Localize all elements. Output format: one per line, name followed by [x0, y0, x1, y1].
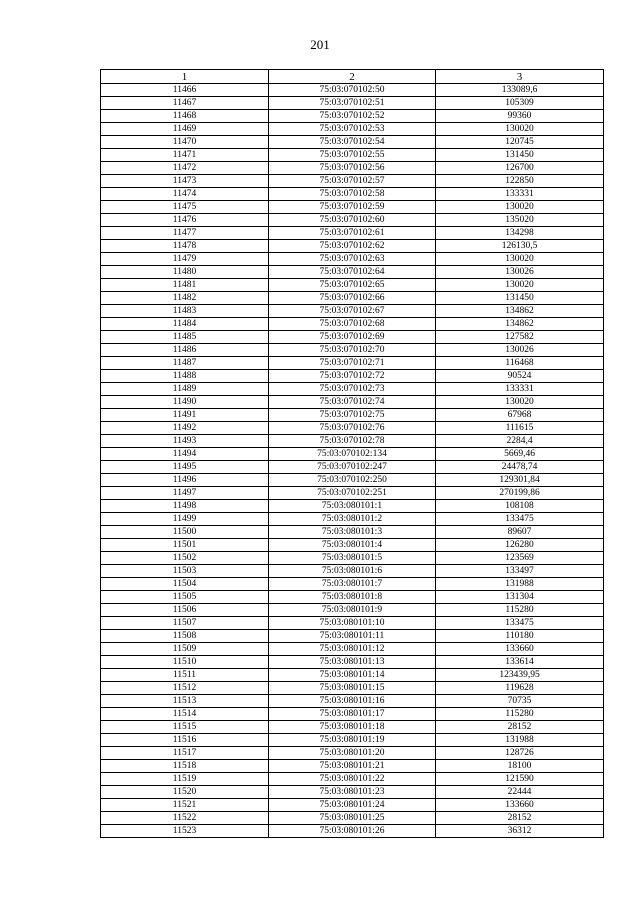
- table-row: [101, 695, 604, 708]
- cadastral-number-cell: 75:03:080101:12: [269, 643, 436, 656]
- row-number-cell: 11469: [101, 123, 269, 136]
- table-row: [101, 721, 604, 734]
- row-number-cell: 11489: [101, 383, 269, 396]
- cadastral-number-cell: 75:03:070102:72: [269, 370, 436, 383]
- row-number-cell: 11521: [101, 799, 269, 812]
- cadastral-number-cell: 75:03:070102:68: [269, 318, 436, 331]
- table-row: [101, 331, 604, 344]
- cadastral-number-cell: 75:03:070102:67: [269, 305, 436, 318]
- table-row: [101, 214, 604, 227]
- value-cell: 105309: [436, 97, 604, 110]
- row-number-cell: 11502: [101, 552, 269, 565]
- table-row: [101, 526, 604, 539]
- table-row: [101, 734, 604, 747]
- cadastral-number-cell: 75:03:080101:13: [269, 656, 436, 669]
- cadastral-number-cell: 75:03:070102:50: [269, 84, 436, 97]
- table-row: [101, 136, 604, 149]
- table-row: [101, 383, 604, 396]
- table-row: [101, 409, 604, 422]
- value-cell: 130020: [436, 396, 604, 409]
- row-number-cell: 11516: [101, 734, 269, 747]
- value-cell: 99360: [436, 110, 604, 123]
- table-row: [101, 474, 604, 487]
- table-row: [101, 747, 604, 760]
- value-cell: 122850: [436, 175, 604, 188]
- cadastral-number-cell: 75:03:070102:57: [269, 175, 436, 188]
- table-row: [101, 760, 604, 773]
- cadastral-number-cell: 75:03:070102:70: [269, 344, 436, 357]
- cadastral-number-cell: 75:03:080101:22: [269, 773, 436, 786]
- cadastral-number-cell: 75:03:070102:64: [269, 266, 436, 279]
- cadastral-number-cell: 75:03:080101:19: [269, 734, 436, 747]
- row-number-cell: 11476: [101, 214, 269, 227]
- table-row: [101, 786, 604, 799]
- table-row: [101, 253, 604, 266]
- row-number-cell: 11509: [101, 643, 269, 656]
- value-cell: 110180: [436, 630, 604, 643]
- cadastral-number-cell: 75:03:080101:7: [269, 578, 436, 591]
- row-number-cell: 11519: [101, 773, 269, 786]
- table-row: [101, 175, 604, 188]
- table-row: [101, 799, 604, 812]
- cadastral-number-cell: 75:03:070102:73: [269, 383, 436, 396]
- cadastral-number-cell: 75:03:080101:8: [269, 591, 436, 604]
- value-cell: 123569: [436, 552, 604, 565]
- cadastral-number-cell: 75:03:080101:5: [269, 552, 436, 565]
- value-cell: 28152: [436, 812, 604, 825]
- row-number-cell: 11492: [101, 422, 269, 435]
- cadastral-number-cell: 75:03:080101:20: [269, 747, 436, 760]
- value-cell: 111615: [436, 422, 604, 435]
- table-row: [101, 552, 604, 565]
- cadastral-number-cell: 75:03:080101:18: [269, 721, 436, 734]
- cadastral-number-cell: 75:03:080101:3: [269, 526, 436, 539]
- row-number-cell: 11513: [101, 695, 269, 708]
- value-cell: 130026: [436, 266, 604, 279]
- table-row: [101, 201, 604, 214]
- column-header-3: 3: [436, 70, 604, 84]
- data-table: [100, 69, 604, 838]
- row-number-cell: 11512: [101, 682, 269, 695]
- value-cell: 67968: [436, 409, 604, 422]
- value-cell: 2284,4: [436, 435, 604, 448]
- cadastral-number-cell: 75:03:080101:26: [269, 825, 436, 838]
- table-row: [101, 643, 604, 656]
- row-number-cell: 11493: [101, 435, 269, 448]
- table-body: [101, 84, 604, 838]
- row-number-cell: 11501: [101, 539, 269, 552]
- cadastral-number-cell: 75:03:080101:25: [269, 812, 436, 825]
- value-cell: 270199,86: [436, 487, 604, 500]
- row-number-cell: 11500: [101, 526, 269, 539]
- row-number-cell: 11473: [101, 175, 269, 188]
- row-number-cell: 11514: [101, 708, 269, 721]
- table-row: [101, 344, 604, 357]
- table-row: [101, 149, 604, 162]
- table-row: [101, 227, 604, 240]
- row-number-cell: 11477: [101, 227, 269, 240]
- table-row: [101, 396, 604, 409]
- cadastral-number-cell: 75:03:070102:60: [269, 214, 436, 227]
- table-row: [101, 539, 604, 552]
- row-number-cell: 11515: [101, 721, 269, 734]
- cadastral-number-cell: 75:03:070102:62: [269, 240, 436, 253]
- value-cell: 119628: [436, 682, 604, 695]
- value-cell: 131988: [436, 734, 604, 747]
- table-row: [101, 305, 604, 318]
- cadastral-number-cell: 75:03:070102:53: [269, 123, 436, 136]
- table-row: [101, 448, 604, 461]
- cadastral-number-cell: 75:03:070102:63: [269, 253, 436, 266]
- cadastral-number-cell: 75:03:070102:65: [269, 279, 436, 292]
- value-cell: 131988: [436, 578, 604, 591]
- table-row: [101, 656, 604, 669]
- cadastral-number-cell: 75:03:070102:250: [269, 474, 436, 487]
- value-cell: 127582: [436, 331, 604, 344]
- value-cell: 133331: [436, 188, 604, 201]
- row-number-cell: 11479: [101, 253, 269, 266]
- value-cell: 89607: [436, 526, 604, 539]
- cadastral-number-cell: 75:03:070102:76: [269, 422, 436, 435]
- row-number-cell: 11472: [101, 162, 269, 175]
- table-row: [101, 97, 604, 110]
- table-row: [101, 708, 604, 721]
- cadastral-number-cell: 75:03:070102:58: [269, 188, 436, 201]
- value-cell: 130020: [436, 279, 604, 292]
- table-row: [101, 565, 604, 578]
- cadastral-number-cell: 75:03:070102:51: [269, 97, 436, 110]
- column-header-1: 1: [101, 70, 269, 84]
- value-cell: 131304: [436, 591, 604, 604]
- row-number-cell: 11496: [101, 474, 269, 487]
- value-cell: 126280: [436, 539, 604, 552]
- row-number-cell: 11482: [101, 292, 269, 305]
- value-cell: 18100: [436, 760, 604, 773]
- row-number-cell: 11495: [101, 461, 269, 474]
- row-number-cell: 11498: [101, 500, 269, 513]
- table-row: [101, 357, 604, 370]
- cadastral-number-cell: 75:03:070102:134: [269, 448, 436, 461]
- row-number-cell: 11478: [101, 240, 269, 253]
- row-number-cell: 11497: [101, 487, 269, 500]
- table-row: [101, 500, 604, 513]
- row-number-cell: 11503: [101, 565, 269, 578]
- row-number-cell: 11499: [101, 513, 269, 526]
- table-row: [101, 435, 604, 448]
- table-header: [101, 70, 604, 84]
- value-cell: 90524: [436, 370, 604, 383]
- value-cell: 22444: [436, 786, 604, 799]
- value-cell: 116468: [436, 357, 604, 370]
- value-cell: 130020: [436, 253, 604, 266]
- table-row: [101, 669, 604, 682]
- row-number-cell: 11487: [101, 357, 269, 370]
- table-row: [101, 370, 604, 383]
- table-row: [101, 591, 604, 604]
- table-row: [101, 617, 604, 630]
- cadastral-number-cell: 75:03:070102:54: [269, 136, 436, 149]
- row-number-cell: 11484: [101, 318, 269, 331]
- table-row: [101, 422, 604, 435]
- header-row: [101, 70, 604, 84]
- row-number-cell: 11483: [101, 305, 269, 318]
- row-number-cell: 11470: [101, 136, 269, 149]
- value-cell: 133475: [436, 513, 604, 526]
- value-cell: 70735: [436, 695, 604, 708]
- value-cell: 24478,74: [436, 461, 604, 474]
- row-number-cell: 11494: [101, 448, 269, 461]
- row-number-cell: 11506: [101, 604, 269, 617]
- cadastral-number-cell: 75:03:070102:52: [269, 110, 436, 123]
- row-number-cell: 11485: [101, 331, 269, 344]
- cadastral-number-cell: 75:03:080101:9: [269, 604, 436, 617]
- cadastral-number-cell: 75:03:080101:21: [269, 760, 436, 773]
- cadastral-number-cell: 75:03:070102:56: [269, 162, 436, 175]
- row-number-cell: 11523: [101, 825, 269, 838]
- value-cell: 129301,84: [436, 474, 604, 487]
- page-number: 201: [310, 37, 330, 52]
- row-number-cell: 11490: [101, 396, 269, 409]
- value-cell: 133497: [436, 565, 604, 578]
- row-number-cell: 11491: [101, 409, 269, 422]
- table-row: [101, 487, 604, 500]
- cadastral-number-cell: 75:03:080101:14: [269, 669, 436, 682]
- cadastral-number-cell: 75:03:070102:75: [269, 409, 436, 422]
- value-cell: 134298: [436, 227, 604, 240]
- table-row: [101, 110, 604, 123]
- value-cell: 134862: [436, 305, 604, 318]
- table-row: [101, 279, 604, 292]
- cadastral-number-cell: 75:03:070102:59: [269, 201, 436, 214]
- cadastral-number-cell: 75:03:070102:247: [269, 461, 436, 474]
- table-row: [101, 682, 604, 695]
- row-number-cell: 11505: [101, 591, 269, 604]
- row-number-cell: 11480: [101, 266, 269, 279]
- cadastral-number-cell: 75:03:070102:66: [269, 292, 436, 305]
- row-number-cell: 11475: [101, 201, 269, 214]
- table-row: [101, 240, 604, 253]
- table-row: [101, 188, 604, 201]
- cadastral-number-cell: 75:03:070102:69: [269, 331, 436, 344]
- row-number-cell: 11488: [101, 370, 269, 383]
- row-number-cell: 11518: [101, 760, 269, 773]
- row-number-cell: 11471: [101, 149, 269, 162]
- value-cell: 135020: [436, 214, 604, 227]
- value-cell: 115280: [436, 708, 604, 721]
- row-number-cell: 11466: [101, 84, 269, 97]
- row-number-cell: 11474: [101, 188, 269, 201]
- value-cell: 120745: [436, 136, 604, 149]
- table-row: [101, 292, 604, 305]
- row-number-cell: 11504: [101, 578, 269, 591]
- table-row: [101, 578, 604, 591]
- cadastral-number-cell: 75:03:070102:74: [269, 396, 436, 409]
- value-cell: 131450: [436, 292, 604, 305]
- row-number-cell: 11507: [101, 617, 269, 630]
- table-row: [101, 604, 604, 617]
- row-number-cell: 11486: [101, 344, 269, 357]
- value-cell: 130020: [436, 123, 604, 136]
- table-row: [101, 513, 604, 526]
- value-cell: 133614: [436, 656, 604, 669]
- value-cell: 121590: [436, 773, 604, 786]
- cadastral-number-cell: 75:03:070102:61: [269, 227, 436, 240]
- value-cell: 36312: [436, 825, 604, 838]
- cadastral-number-cell: 75:03:080101:2: [269, 513, 436, 526]
- table-row: [101, 630, 604, 643]
- row-number-cell: 11468: [101, 110, 269, 123]
- value-cell: 130020: [436, 201, 604, 214]
- value-cell: 130026: [436, 344, 604, 357]
- row-number-cell: 11517: [101, 747, 269, 760]
- row-number-cell: 11467: [101, 97, 269, 110]
- table-row: [101, 318, 604, 331]
- row-number-cell: 11481: [101, 279, 269, 292]
- value-cell: 133089,6: [436, 84, 604, 97]
- cadastral-number-cell: 75:03:070102:71: [269, 357, 436, 370]
- value-cell: 126700: [436, 162, 604, 175]
- table-row: [101, 266, 604, 279]
- row-number-cell: 11508: [101, 630, 269, 643]
- value-cell: 133331: [436, 383, 604, 396]
- value-cell: 131450: [436, 149, 604, 162]
- table-row: [101, 84, 604, 97]
- cadastral-number-cell: 75:03:080101:23: [269, 786, 436, 799]
- column-header-2: 2: [269, 70, 436, 84]
- cadastral-number-cell: 75:03:080101:17: [269, 708, 436, 721]
- value-cell: 133660: [436, 643, 604, 656]
- table-row: [101, 461, 604, 474]
- cadastral-number-cell: 75:03:080101:24: [269, 799, 436, 812]
- cadastral-number-cell: 75:03:080101:4: [269, 539, 436, 552]
- value-cell: 133475: [436, 617, 604, 630]
- table-row: [101, 812, 604, 825]
- row-number-cell: 11520: [101, 786, 269, 799]
- value-cell: 133660: [436, 799, 604, 812]
- cadastral-number-cell: 75:03:070102:78: [269, 435, 436, 448]
- value-cell: 115280: [436, 604, 604, 617]
- row-number-cell: 11522: [101, 812, 269, 825]
- table-row: [101, 773, 604, 786]
- row-number-cell: 11510: [101, 656, 269, 669]
- cadastral-number-cell: 75:03:080101:15: [269, 682, 436, 695]
- table-row: [101, 123, 604, 136]
- value-cell: 28152: [436, 721, 604, 734]
- value-cell: 126130,5: [436, 240, 604, 253]
- table-row: [101, 162, 604, 175]
- value-cell: 108108: [436, 500, 604, 513]
- value-cell: 5669,46: [436, 448, 604, 461]
- cadastral-number-cell: 75:03:080101:6: [269, 565, 436, 578]
- value-cell: 128726: [436, 747, 604, 760]
- value-cell: 123439,95: [436, 669, 604, 682]
- cadastral-number-cell: 75:03:080101:10: [269, 617, 436, 630]
- table-row: [101, 825, 604, 838]
- value-cell: 134862: [436, 318, 604, 331]
- cadastral-number-cell: 75:03:070102:251: [269, 487, 436, 500]
- cadastral-number-cell: 75:03:080101:1: [269, 500, 436, 513]
- cadastral-number-cell: 75:03:080101:11: [269, 630, 436, 643]
- row-number-cell: 11511: [101, 669, 269, 682]
- cadastral-number-cell: 75:03:080101:16: [269, 695, 436, 708]
- cadastral-number-cell: 75:03:070102:55: [269, 149, 436, 162]
